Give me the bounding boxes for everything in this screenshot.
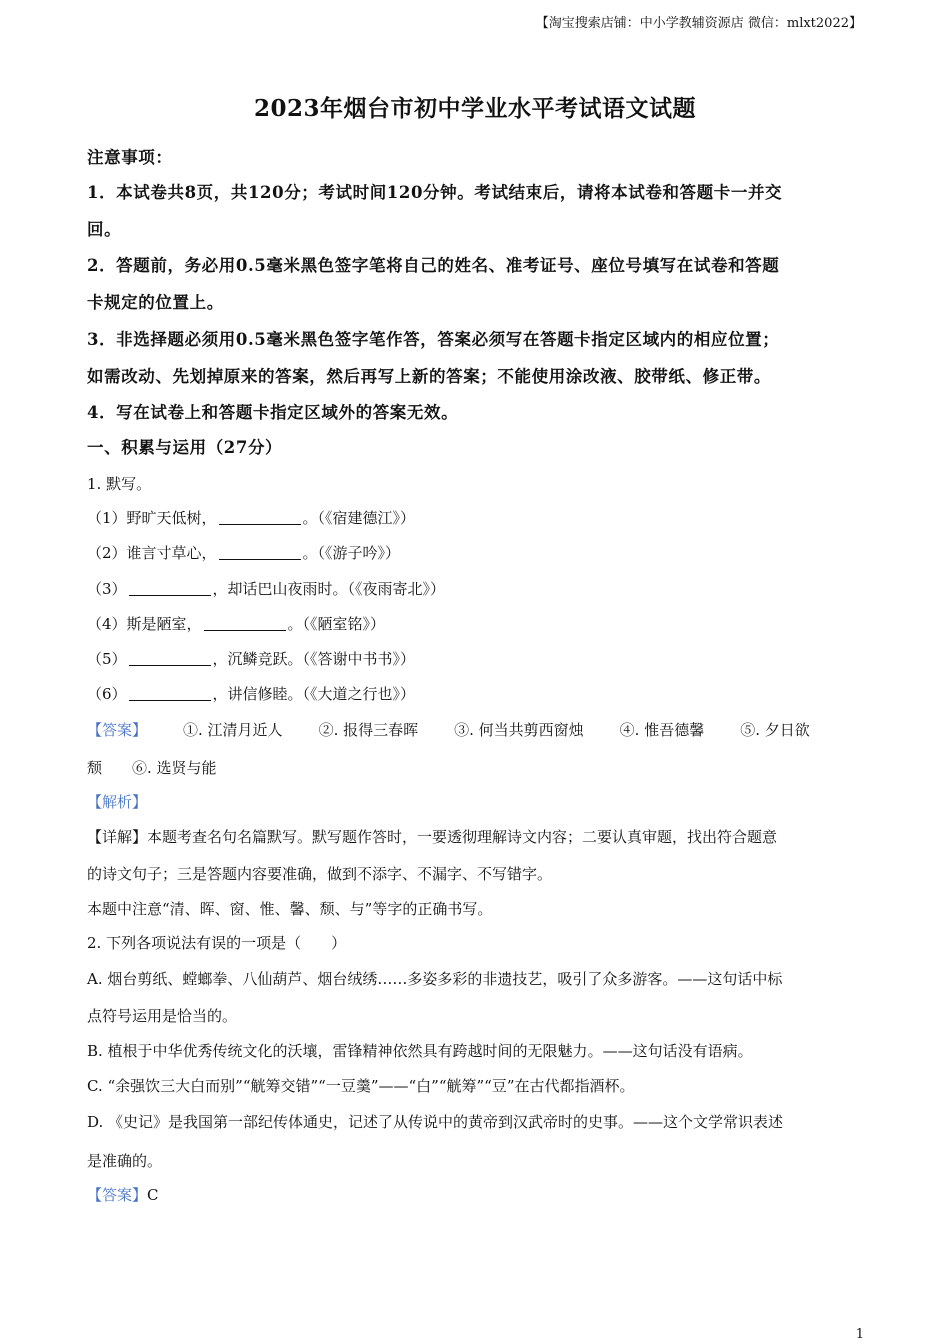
item-text: ，沉鳞竞跃。（《答谢中书书》） bbox=[212, 650, 416, 668]
header-note: 【淘宝搜索店铺：中小学教辅资源店 微信：mlxt2022】 bbox=[535, 16, 862, 31]
item-text: ，讲信修睦。（《大道之行也》） bbox=[212, 685, 416, 703]
answer-blank bbox=[129, 686, 211, 701]
section-heading: 一、积累与运用（27分） bbox=[87, 438, 283, 457]
answer-item: ⑤. 夕日欲 bbox=[740, 721, 810, 739]
answer-blank bbox=[204, 616, 286, 631]
answer-blank bbox=[219, 545, 301, 560]
option-text: 是准确的。 bbox=[87, 1152, 163, 1170]
list-item bbox=[87, 614, 867, 634]
answer-item: ②. 报得三春晖 bbox=[318, 721, 419, 739]
list-item bbox=[87, 649, 867, 669]
notice-line: 2．答题前，务必用0.5毫米黑色签字笔将自己的姓名、准考证号、座位号填写在试卷和答题 bbox=[87, 256, 780, 275]
item-text: （6） bbox=[87, 685, 127, 703]
answer-blank bbox=[219, 510, 301, 525]
list-item bbox=[87, 508, 867, 528]
answer-line bbox=[87, 720, 867, 740]
answer-item: ⑥. 选贤与能 bbox=[132, 759, 217, 777]
answer-item: ①. 江清月近人 bbox=[183, 721, 283, 739]
item-text: （2）谁言寸草心， bbox=[87, 544, 217, 562]
option-text: B. 植根于中华优秀传统文化的沃壤，雷锋精神依然具有跨越时间的无限魅力。——这句话没有语病。 bbox=[87, 1042, 753, 1060]
answer-value: C bbox=[147, 1186, 159, 1204]
question-stem: 1. 默写。 bbox=[87, 475, 152, 493]
item-text: （3） bbox=[87, 580, 127, 598]
answer-item: ④. 惟吾德馨 bbox=[619, 721, 705, 739]
answer-blank bbox=[129, 581, 211, 596]
item-text: 。（《游子吟》） bbox=[302, 544, 401, 562]
item-text: 。（《宿建德江》） bbox=[302, 509, 416, 527]
notice-heading: 注意事项： bbox=[87, 148, 173, 167]
answer-item: ③. 何当共剪西窗烛 bbox=[454, 721, 584, 739]
answer-label: 【答案】 bbox=[87, 1186, 148, 1204]
answer-label: 【答案】 bbox=[87, 721, 148, 739]
question-stem: 2. 下列各项说法有误的一项是（ ） bbox=[87, 934, 347, 952]
answer-line bbox=[87, 1185, 867, 1205]
notice-line: 4．写在试卷上和答题卡指定区域外的答案无效。 bbox=[87, 403, 459, 422]
notice-line: 1．本试卷共8页，共120分；考试时间120分钟。考试结束后，请将本试卷和答题卡一并交 bbox=[87, 183, 783, 202]
detail-text: 【详解】本题考查名句名篇默写。默写题作答时，一要透彻理解诗文内容；二要认真审题，找出符合题意 bbox=[87, 828, 778, 846]
page-number: 1 bbox=[855, 1327, 864, 1342]
analysis-label: 【解析】 bbox=[87, 793, 148, 811]
notice-line: 3．非选择题必须用0.5毫米黑色签字笔作答，答案必须写在答题卡指定区域内的相应位置； bbox=[87, 330, 780, 349]
list-item bbox=[87, 543, 867, 563]
item-text: （4）斯是陋室， bbox=[87, 615, 202, 633]
notice-line: 卡规定的位置上。 bbox=[87, 293, 224, 312]
answer-line bbox=[87, 758, 867, 778]
notice-line: 如需改动、先划掉原来的答案，然后再写上新的答案；不能使用涂改液、胶带纸、修正带。 bbox=[87, 367, 771, 386]
item-text: 。（《陋室铭》） bbox=[287, 615, 386, 633]
detail-text: 的诗文句子；三是答题内容要准确，做到不添字、不漏字、不写错字。 bbox=[87, 865, 553, 883]
list-item bbox=[87, 579, 867, 599]
answer-blank bbox=[129, 651, 211, 666]
detail-text: 本题中注意“清、晖、窗、惟、馨、颓、与”等字的正确书写。 bbox=[87, 900, 493, 918]
option-text: 点符号运用是恰当的。 bbox=[87, 1007, 238, 1025]
option-text: A. 烟台剪纸、螳螂拳、八仙葫芦、烟台绒绣……多姿多彩的非遗技艺，吸引了众多游客。——这句话中标 bbox=[87, 970, 783, 988]
item-text: ，却话巴山夜雨时。（《夜雨寄北》） bbox=[212, 580, 446, 598]
option-text: C. “余强饮三大白而别”“觥筹交错”“一豆羹”——“白”“觥筹”“豆”在古代都指酒杯。 bbox=[87, 1077, 635, 1095]
notice-line: 回。 bbox=[87, 220, 122, 239]
page-title: 2023年烟台市初中学业水平考试语文试题 bbox=[253, 95, 696, 122]
list-item bbox=[87, 684, 867, 704]
option-text: D. 《史记》是我国第一部纪传体通史，记述了从传说中的黄帝到汉武帝时的史事。——这个文学常识表述 bbox=[87, 1113, 784, 1131]
answer-item: 颓 bbox=[87, 759, 103, 777]
item-text: （1）野旷天低树， bbox=[87, 509, 217, 527]
item-text: （5） bbox=[87, 650, 127, 668]
